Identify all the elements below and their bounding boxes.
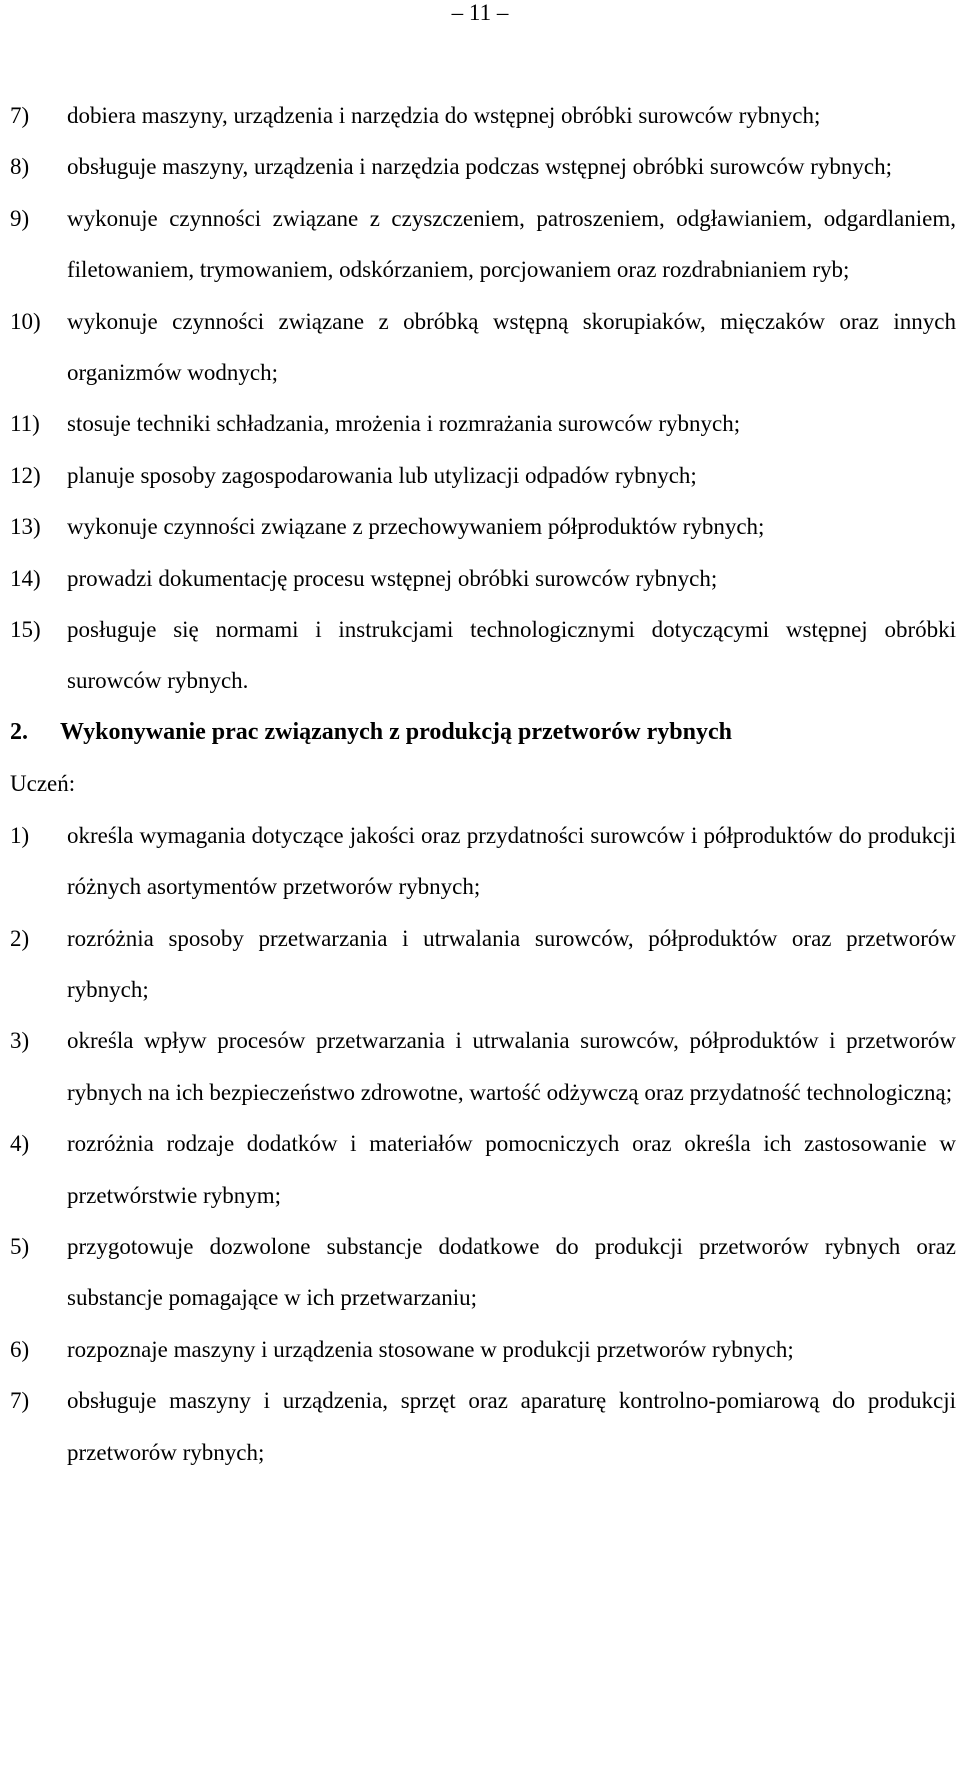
list-item-number: 15) [10,617,41,643]
list-item-text: posługuje się normami i instrukcjami technologicznymi dotyczącymi wstępnej obróbki surowców rybnych. [67,617,956,694]
list-item-number: 6) [10,1336,30,1362]
list-item-text: rozróżnia rodzaje dodatków i materiałów pomocniczych oraz określa ich zastosowanie w przetwórstwie rybnym; [67,1131,956,1208]
list-item [10,1221,956,1324]
list-item [10,1118,956,1221]
list-item-number: 7) [10,1388,30,1414]
list-item-text: prowadzi dokumentację procesu wstępnej obróbki surowców rybnych; [67,565,718,591]
list-item-number: 2) [10,925,30,951]
list-item-number: 8) [10,154,30,180]
list-item [10,1015,956,1118]
list-item-text: stosuje techniki schładzania, mrożenia i rozmrażania surowców rybnych; [67,411,741,437]
list-item [10,1375,956,1478]
list-item [10,1324,956,1375]
list-item-number: 11) [10,411,40,437]
list-item-number: 7) [10,103,30,128]
list-item [10,398,956,449]
list-item-number: 12) [10,462,41,488]
list-item-text: wykonuje czynności związane z obróbką wstępną skorupiaków, mięczaków oraz innych organizmów wodnych; [67,308,956,386]
list-item [10,90,956,141]
list-item [10,141,956,192]
list-item [10,501,956,552]
list-item-text: obsługuje maszyny, urządzenia i narzędzia podczas wstępnej obróbki surowców rybnych; [67,154,892,180]
list-item [10,604,956,707]
list-item-text: dobiera maszyny, urządzenia i narzędzia do wstępnej obróbki surowców rybnych; [67,103,821,128]
list-item [10,810,956,913]
list-item-text: rozpoznaje maszyny i urządzenia stosowane w produkcji przetworów rybnych; [67,1336,794,1362]
page-number: – 11 – [451,0,509,25]
list-item [10,553,956,604]
list-item [10,913,956,1016]
student-label: Uczeń: [10,771,76,797]
list-item-text: określa wymagania dotyczące jakości oraz przydatności surowców i półproduktów do produkcji różnych asortymentów przetworów rybnych; [67,822,956,900]
list-item-text: wykonuje czynności związane z czyszczeniem, patroszeniem, odgławianiem, odgardlaniem, filetowaniem, trymowaniem, odskórzaniem, porcjowaniem oraz rozdrabnianiem ryb; [67,205,956,283]
list-item-text: rozróżnia sposoby przetwarzania i utrwalania surowców, półproduktów oraz przetworów rybnych; [67,925,956,1002]
list-item-text: planuje sposoby zagospodarowania lub utylizacji odpadów rybnych; [67,462,697,488]
list-item-number: 14) [10,565,41,591]
list-item-text: określa wpływ procesów przetwarzania i utrwalania surowców, półproduktów i przetworów rybnych na ich bezpieczeństwo zdrowotne, wartość odżywczą oraz przydatność technologiczną; [67,1028,956,1105]
section-title: Wykonywanie prac związanych z produkcją przetworów rybnych [60,718,732,745]
list-item-number: 9) [10,205,30,231]
list-item-text: przygotowuje dozwolone substancje dodatkowe do produkcji przetworów rybnych oraz substancje pomagające w ich przetwarzaniu; [67,1233,956,1311]
document-content [10,90,956,1478]
list-item-number: 4) [10,1131,30,1157]
list-item-number: 3) [10,1028,30,1054]
list-item-number: 10) [10,308,41,334]
list-item [10,450,956,501]
list-item-number: 13) [10,514,41,540]
list-item-text: wykonuje czynności związane z przechowywaniem półproduktów rybnych; [67,514,765,540]
list-item-number: 5) [10,1233,30,1259]
list-item [10,193,956,296]
list-item-number: 1) [10,822,30,848]
list-item [10,296,956,399]
list-item-text: obsługuje maszyny i urządzenia, sprzęt oraz aparaturę kontrolno-pomiarową do produkcji przetworów rybnych; [67,1388,956,1465]
section-number: 2. [10,718,28,745]
section-heading [10,707,956,758]
